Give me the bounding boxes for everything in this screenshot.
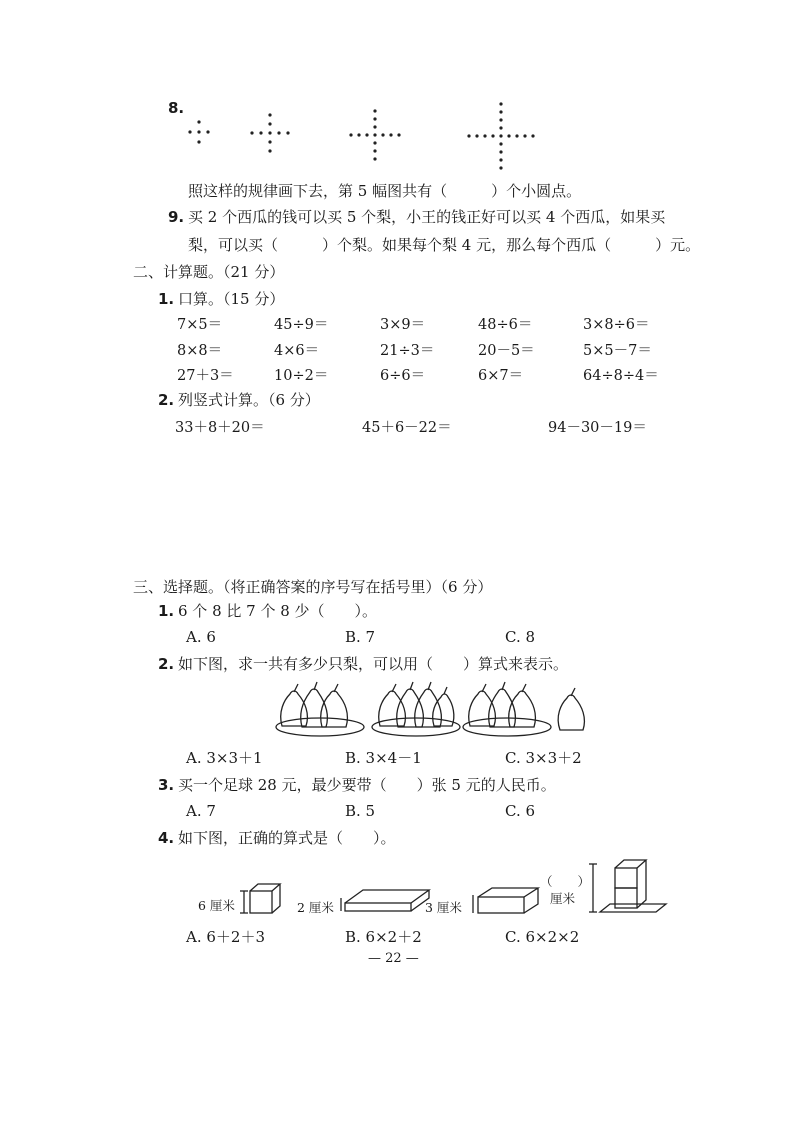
s3-q4-text: 如下图，正确的算式是（ ）。 [178,829,396,847]
q9-number: 9. [168,208,185,226]
s3-q3-option-b[interactable]: B. 5 [345,802,376,820]
page-number: — 22 — [368,951,419,966]
oral-item: 27＋3＝ [177,368,234,384]
section2-title: 二、计算题。（21 分） [133,263,285,281]
s3-q3-text: 买一个足球 28 元，最少要带（ ）张 5 元的人民币。 [178,776,556,794]
box-3cm [473,888,538,913]
section2-sub1-title: 口算。（15 分） [178,290,285,308]
oral-item: 3×8÷6＝ [583,317,650,333]
section3-title: 三、选择题。（将正确答案的序号写在括号里）（6 分） [133,578,493,596]
q8-text-after: ）个小圆点。 [491,182,582,200]
s3-q1-option-c[interactable]: C. 8 [505,628,536,646]
oral-item: 5×5－7＝ [583,343,652,359]
tower-unknown-height [589,860,666,912]
label-unknown-cm: 厘米 [550,891,576,906]
oral-item: 6×7＝ [478,368,524,384]
q8-text-before: 照这样的规律画下去，第 5 幅图共有（ [188,182,448,200]
q9-line2-c: ）元。 [655,236,701,254]
s3-q2-option-a[interactable]: A. 3×3＋1 [186,749,263,767]
slab-2cm [341,890,429,911]
s3-q2-number: 2. [158,655,175,673]
vertical-calc-item: 94－30－19＝ [548,420,647,436]
oral-item: 20－5＝ [478,343,535,359]
s3-q4-number: 4. [158,829,175,847]
s3-q2-text: 如下图，求一共有多少只梨，可以用（ ）算式来表示。 [178,655,569,673]
oral-item: 64÷8÷4＝ [583,368,659,384]
oral-item: 4×6＝ [274,343,320,359]
s3-q1-option-a[interactable]: A. 6 [186,628,216,646]
oral-item: 21÷3＝ [380,343,435,359]
s3-q2-option-b[interactable]: B. 3×4－1 [345,749,422,767]
q9-line2-b: ）个梨。如果每个梨 4 元，那么每个西瓜（ [322,236,612,254]
s3-q1-text: 6 个 8 比 7 个 8 少（ ）。 [178,602,378,620]
label-3cm: 3 厘米 [425,900,462,915]
label-6cm: 6 厘米 [198,898,235,913]
oral-item: 3×9＝ [380,317,426,333]
s3-q3-option-c[interactable]: C. 6 [505,802,536,820]
label-unknown-paren: （ ） [540,874,591,889]
s3-q4-option-a[interactable]: A. 6＋2＋3 [186,928,265,946]
s3-q1-option-b[interactable]: B. 7 [345,628,376,646]
s3-q3-option-a[interactable]: A. 7 [186,802,216,820]
s3-q2-option-c[interactable]: C. 3×3＋2 [505,749,582,767]
oral-item: 8×8＝ [177,343,223,359]
section2-sub2-number: 2. [158,391,175,409]
q9-line1: 买 2 个西瓜的钱可以买 5 个梨，小王的钱正好可以买 4 个西瓜，如果买 [188,208,666,226]
oral-item: 7×5＝ [177,317,223,333]
vertical-calc-item: 45＋6－22＝ [362,420,452,436]
section2-sub2-title: 列竖式计算。（6 分） [178,391,320,409]
label-2cm: 2 厘米 [297,900,334,915]
vertical-calc-item: 33＋8＋20＝ [175,420,265,436]
s3-q3-number: 3. [158,776,175,794]
oral-item: 10÷2＝ [274,368,329,384]
q8-number: 8. [168,99,185,117]
cube-6cm [240,884,280,913]
oral-item: 48÷6＝ [478,317,533,333]
s3-q4-option-b[interactable]: B. 6×2＋2 [345,928,422,946]
s3-q1-number: 1. [158,602,175,620]
s3-q4-option-c[interactable]: C. 6×2×2 [505,928,580,946]
q9-line2-a: 梨，可以买（ [188,236,279,254]
oral-item: 45÷9＝ [274,317,329,333]
oral-item: 6÷6＝ [380,368,426,384]
section2-sub1-number: 1. [158,290,175,308]
